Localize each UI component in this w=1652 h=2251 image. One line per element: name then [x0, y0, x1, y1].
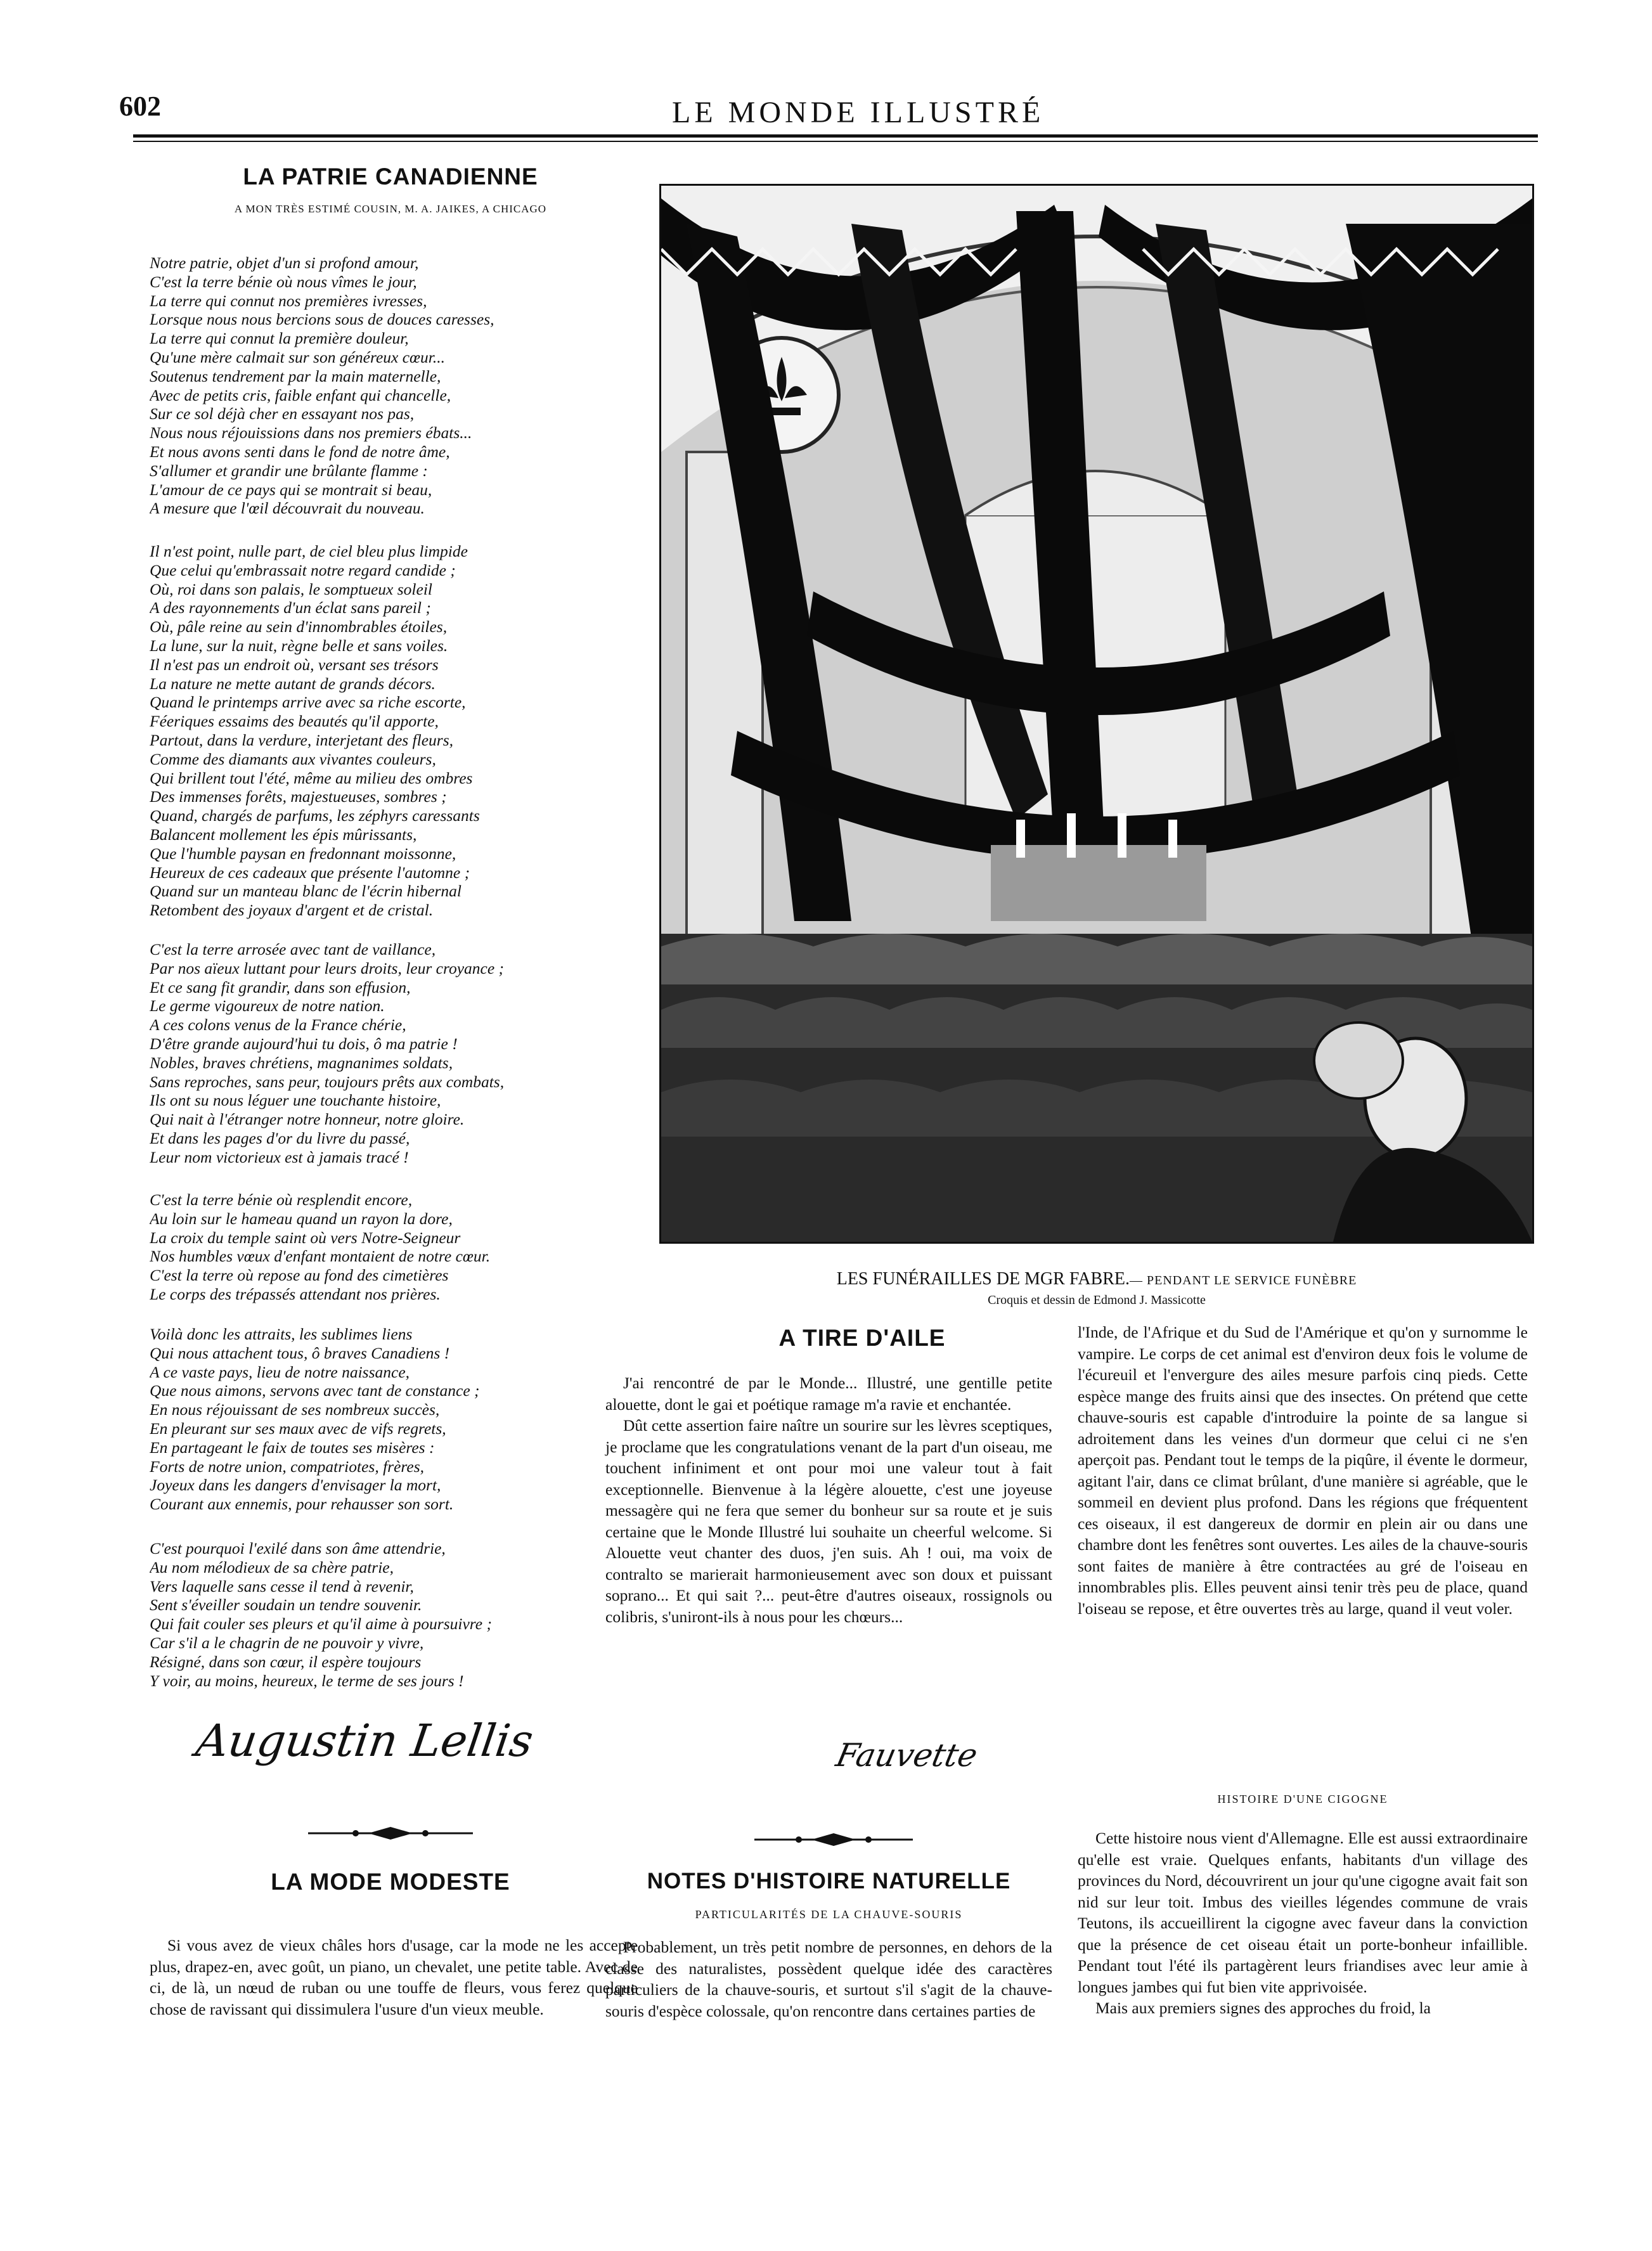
cigogne-paragraph: Mais aux premiers signes des approches du froid, la [1095, 1999, 1431, 2017]
illustration-caption [659, 1269, 1534, 1289]
mode-text-block [150, 1935, 638, 2020]
poem-line: Qui nous attachent tous, ô braves Canadiens ! [150, 1343, 450, 1362]
poem-line: Par nos aïeux luttant pour leurs droits, leur croyance ; [150, 958, 505, 977]
tire-text-block [605, 1372, 1052, 1627]
poem-line: Sent s'éveiller soudain un tendre souvenir. [150, 1596, 422, 1615]
poem-stanza [150, 254, 631, 518]
poem-line: Nous nous réjouissions dans nos premiers ébats... [150, 423, 472, 442]
poem-line: C'est la terre bénie où resplendit encore, [150, 1190, 413, 1209]
poem-line: Le corps des trépassés attendant nos prières. [150, 1284, 441, 1303]
notes-subtitle: PARTICULARITÉS DE LA CHAUVE-SOURIS [695, 1908, 963, 1921]
illustration-caption-sub: — PENDANT LE SERVICE FUNÈBRE [1130, 1274, 1357, 1287]
poem-line: La terre qui connut nos premières ivresses, [150, 291, 427, 310]
poem-line: Voilà donc les attraits, les sublimes liens [150, 1325, 413, 1343]
poem-line: Que celui qu'embrassait notre regard candide ; [150, 560, 456, 579]
poem-line: Qui fait couler ses pleurs et qu'il aime à poursuivre ; [150, 1615, 492, 1634]
poem-stanza [150, 1325, 631, 1514]
poem-line: D'être grande aujourd'hui tu dois, ô ma patrie ! [150, 1034, 458, 1053]
poem-line: Et dans les pages d'or du livre du passé, [150, 1128, 410, 1147]
poem-line: Vers laquelle sans cesse il tend à revenir, [150, 1577, 414, 1596]
cigogne-heading: HISTOIRE D'UNE CIGOGNE [1217, 1793, 1388, 1805]
funeral-illustration [659, 184, 1534, 1244]
journal-title: LE MONDE ILLUSTRÉ [672, 96, 1045, 129]
poem-line: C'est la terre où repose au fond des cimetières [150, 1266, 449, 1285]
mode-paragraph: Si vous avez de vieux châles hors d'usage, car la mode ne les accepte plus, drapez-en, avec goût, un piano, un chevalet, une petite table. Avec de ci, de là, un nœud de ruban ou une touffe de fleurs, vous ferez quelque chose de ravissant qui dissimulera l'usure d'un vieux meuble. [150, 1936, 638, 2018]
divider-ornament [308, 1826, 473, 1841]
illustration-caption-main: LES FUNÉRAILLES DE MGR FABRE. [836, 1269, 1130, 1289]
cathedral-drapery-engraving [661, 186, 1532, 1242]
poem-line: Quand, chargés de parfums, les zéphyrs caressants [150, 806, 480, 825]
poem-line: La lune, sur la nuit, règne belle et sans voiles. [150, 636, 448, 655]
poem-line: En nous réjouissant de ses nombreux succès, [150, 1400, 440, 1419]
cigogne-paragraph: Cette histoire nous vient d'Allemagne. Elle est aussi extraordinaire qu'elle est vraie. Quelques enfants, habitants d'un village des provinces du Nord, découvrirent un jour qu'une cigogne avait fait son nid sur leur toit. Imbus des vieilles légendes commune de vrais Teutons, ils accueillirent la cigogne avec faveur dans la conviction que la présence de cet oiseau était un porte-bonheur infaillible. Pendant tout l'été ils partagèrent leurs friandises avec leur amie à longues jambes qui fut bien vite apprivoisée. [1078, 1829, 1528, 1996]
poem-line: Quand le printemps arrive avec sa riche escorte, [150, 693, 466, 712]
poem-line: En pleurant sur ses maux avec de vifs regrets, [150, 1419, 446, 1438]
poem-line: C'est la terre bénie où nous vîmes le jour, [150, 272, 417, 291]
poem-line: Et ce sang fit grandir, dans son effusion, [150, 977, 411, 997]
poem-signature: Augustin Lellis [193, 1715, 537, 1767]
poem-stanza [150, 1539, 631, 1690]
poem-line: Le germe vigoureux de notre nation. [150, 997, 385, 1016]
poem-title: LA PATRIE CANADIENNE [243, 164, 538, 190]
poem-line: Retombent des joyaux d'argent et de cristal. [150, 901, 434, 920]
poem-line: Où, roi dans son palais, le somptueux soleil [150, 579, 433, 598]
poem-stanza [150, 1190, 631, 1304]
poem-line: Leur nom victorieux est à jamais tracé ! [150, 1147, 409, 1166]
poem-stanza [150, 940, 631, 1167]
poem-line: Sur ce sol déjà cher en essayant nos pas, [150, 404, 415, 423]
poem-line: Forts de notre union, compatriotes, frères, [150, 1457, 424, 1476]
cigogne-text-block [1078, 1828, 1528, 2019]
poem-line: Nos humbles vœux d'enfant montaient de notre cœur. [150, 1247, 491, 1266]
poem-line: Au loin sur le hameau quand un rayon la dore, [150, 1209, 453, 1228]
poem-line: S'allumer et grandir une brûlante flamme : [150, 461, 428, 480]
poem-line: Féeriques essaims des beautés qu'il apporte, [150, 712, 439, 731]
poem-line: Notre patrie, objet d'un si profond amour, [150, 254, 419, 272]
mode-title: LA MODE MODESTE [271, 1869, 510, 1895]
poem-line: La nature ne mette autant de grands décors. [150, 674, 436, 693]
poem-line: Car s'il a le chagrin de ne pouvoir y vivre, [150, 1633, 424, 1652]
poem-line: C'est la terre arrosée avec tant de vaillance, [150, 940, 436, 958]
poem-line: Sans reproches, sans peur, toujours prêts aux combats, [150, 1072, 505, 1091]
poem-line: Où, pâle reine au sein d'innombrables étoiles, [150, 617, 448, 636]
tire-signature: Fauvette [832, 1737, 981, 1774]
poem-line: A mesure que l'œil découvrait du nouveau. [150, 499, 425, 518]
tire-paragraph: Dût cette assertion faire naître un sourire sur les lèvres sceptiques, je proclame que les congratulations venant de la part d'un oiseau, me touchent infiniment et ont pour moi une valeur tout à fait exceptionnelle. Bienvenue à la légère alouette, c'est une joyeuse messagère qui ne fera que semer du bonheur sur sa route et je suis certaine que le Monde Illustré lui souhaite un cheerful welcome. Si Alouette veut chanter des duos, j'en suis. Ah ! oui, ma voix de contralto se marierait harmonieusement avec son doux et puissant soprano... Et qui sait ?... peut-être d'autres oiseaux, rossignols ou colibris, s'uniront-ils à nous pour les chœurs... [605, 1416, 1052, 1626]
poem-line: Résigné, dans son cœur, il espère toujours [150, 1652, 422, 1671]
notes-paragraph: Probablement, un très petit nombre de personnes, en dehors de la classe des naturalistes, possèdent quelque idée des caractères particuliers de la chauve-souris, et surtout s'il s'agit de la chauve-souris d'espèce colossale, qu'on rencontre dans certaines parties de [605, 1938, 1052, 2020]
poem-line: Partout, dans la verdure, interjetant des fleurs, [150, 730, 454, 749]
notes-title: NOTES D'HISTOIRE NATURELLE [647, 1869, 1011, 1893]
poem-line: Des immenses forêts, majestueuses, sombres ; [150, 787, 447, 806]
poem-line: Courant aux ennemis, pour rehausser son sort. [150, 1495, 454, 1514]
poem-line: Avec de petits cris, faible enfant qui chancelle, [150, 385, 451, 404]
poem-line: Il n'est point, nulle part, de ciel bleu plus limpide [150, 542, 468, 560]
poem-line: La terre qui connut la première douleur, [150, 329, 409, 348]
poem-line: Qui nait à l'étranger notre honneur, notre gloire. [150, 1110, 465, 1129]
poem-line: En partageant le faix de toutes ses misères : [150, 1438, 435, 1457]
poem-line: Soutenus tendrement par la main maternelle, [150, 366, 441, 385]
poem-line: Qu'une mère calmait sur son généreux cœur... [150, 347, 446, 366]
poem-line: Qui brillent tout l'été, même au milieu des ombres [150, 768, 473, 787]
poem-line: A ces colons venus de la France chérie, [150, 1016, 406, 1035]
poem-line: Lorsque nous nous bercions sous de douces caresses, [150, 310, 494, 329]
illustration-credit: Croquis et dessin de Edmond J. Massicotte [988, 1293, 1206, 1307]
page-number: 602 [119, 91, 161, 122]
poem-line: Balancent mollement les épis mûrissants, [150, 825, 417, 844]
notes-text-block [605, 1937, 1052, 2022]
poem-line: Y voir, au moins, heureux, le terme de ses jours ! [150, 1671, 464, 1690]
poem-line: A des rayonnements d'un éclat sans pareil ; [150, 598, 431, 617]
poem-line: Et nous avons senti dans le fond de notre âme, [150, 442, 450, 461]
poem-line: L'amour de ce pays qui se montrait si beau, [150, 480, 432, 499]
poem-stanza [150, 542, 631, 920]
divider-ornament [754, 1832, 913, 1847]
poem-line: Heureux de ces cadeaux que présente l'automne ; [150, 863, 470, 882]
header-rule-bottom [133, 141, 1538, 142]
poem-line: Ils ont su nous léguer une touchante histoire, [150, 1091, 441, 1110]
poem-line: Il n'est pas un endroit où, versant ses trésors [150, 655, 439, 674]
poem-line: C'est pourquoi l'exilé dans son âme attendrie, [150, 1539, 446, 1558]
poem-line: Que l'humble paysan en fredonnant moissonne, [150, 844, 456, 863]
poem-line: Au nom mélodieux de sa chère patrie, [150, 1558, 394, 1577]
poem-line: Que nous aimons, servons avec tant de constance ; [150, 1381, 480, 1400]
poem-line: Nobles, braves chrétiens, magnanimes soldats, [150, 1053, 453, 1072]
poem-line: Comme des diamants aux vivantes couleurs, [150, 749, 436, 768]
poem-line: La croix du temple saint où vers Notre-Seigneur [150, 1228, 461, 1247]
poem-line: Quand sur un manteau blanc de l'écrin hibernal [150, 882, 462, 901]
tire-paragraph: J'ai rencontré de par le Monde... Illustré, une gentille petite alouette, dont le gai et poétique ramage m'a ravie et enchantée. [605, 1374, 1052, 1414]
poem-line: Joyeux dans les dangers d'envisager la mort, [150, 1476, 441, 1495]
tire-title: A TIRE D'AILE [778, 1325, 946, 1351]
poem-dedication: A MON TRÈS ESTIMÉ COUSIN, M. A. JAIKES, A CHICAGO [234, 203, 547, 215]
bat-paragraph: l'Inde, de l'Afrique et du Sud de l'Amérique et qu'on y surnomme le vampire. Le corps de cet animal est d'environ deux fois le volume de l'écureuil et l'envergure des ailes mesure parfois cinq pieds. Cette espèce mange des fruits ainsi que des insectes. On prétend que cette chauve-souris est capable d'introduire la pointe de sa langue si adroitement dans les veines d'un dormeur que celui ci ne s'en aperçoit pas. Pendant tout le temps de la piqûre, il évente le dormeur, agitant l'air, dans ce climat brûlant, d'une manière si agréable, que le sommeil en devient plus profond. Dans les régions que fréquentent ces oiseaux, il est dangereux de dormir en plein air ou dans une chambre dont les fenêtres sont ouvertes. Les ailes de la chauve-souris sont faites de manière à être contractées au gré de l'oiseau en innombrables plis. Elles peuvent ainsi tenir très peu de place, quand l'oiseau se repose, et être ouvertes très au large, quand il veut voler. [1078, 1323, 1528, 1618]
header-rule-top [133, 134, 1538, 138]
poem-line: A ce vaste pays, lieu de notre naissance, [150, 1362, 410, 1381]
bat-continuation-block [1078, 1322, 1528, 1619]
